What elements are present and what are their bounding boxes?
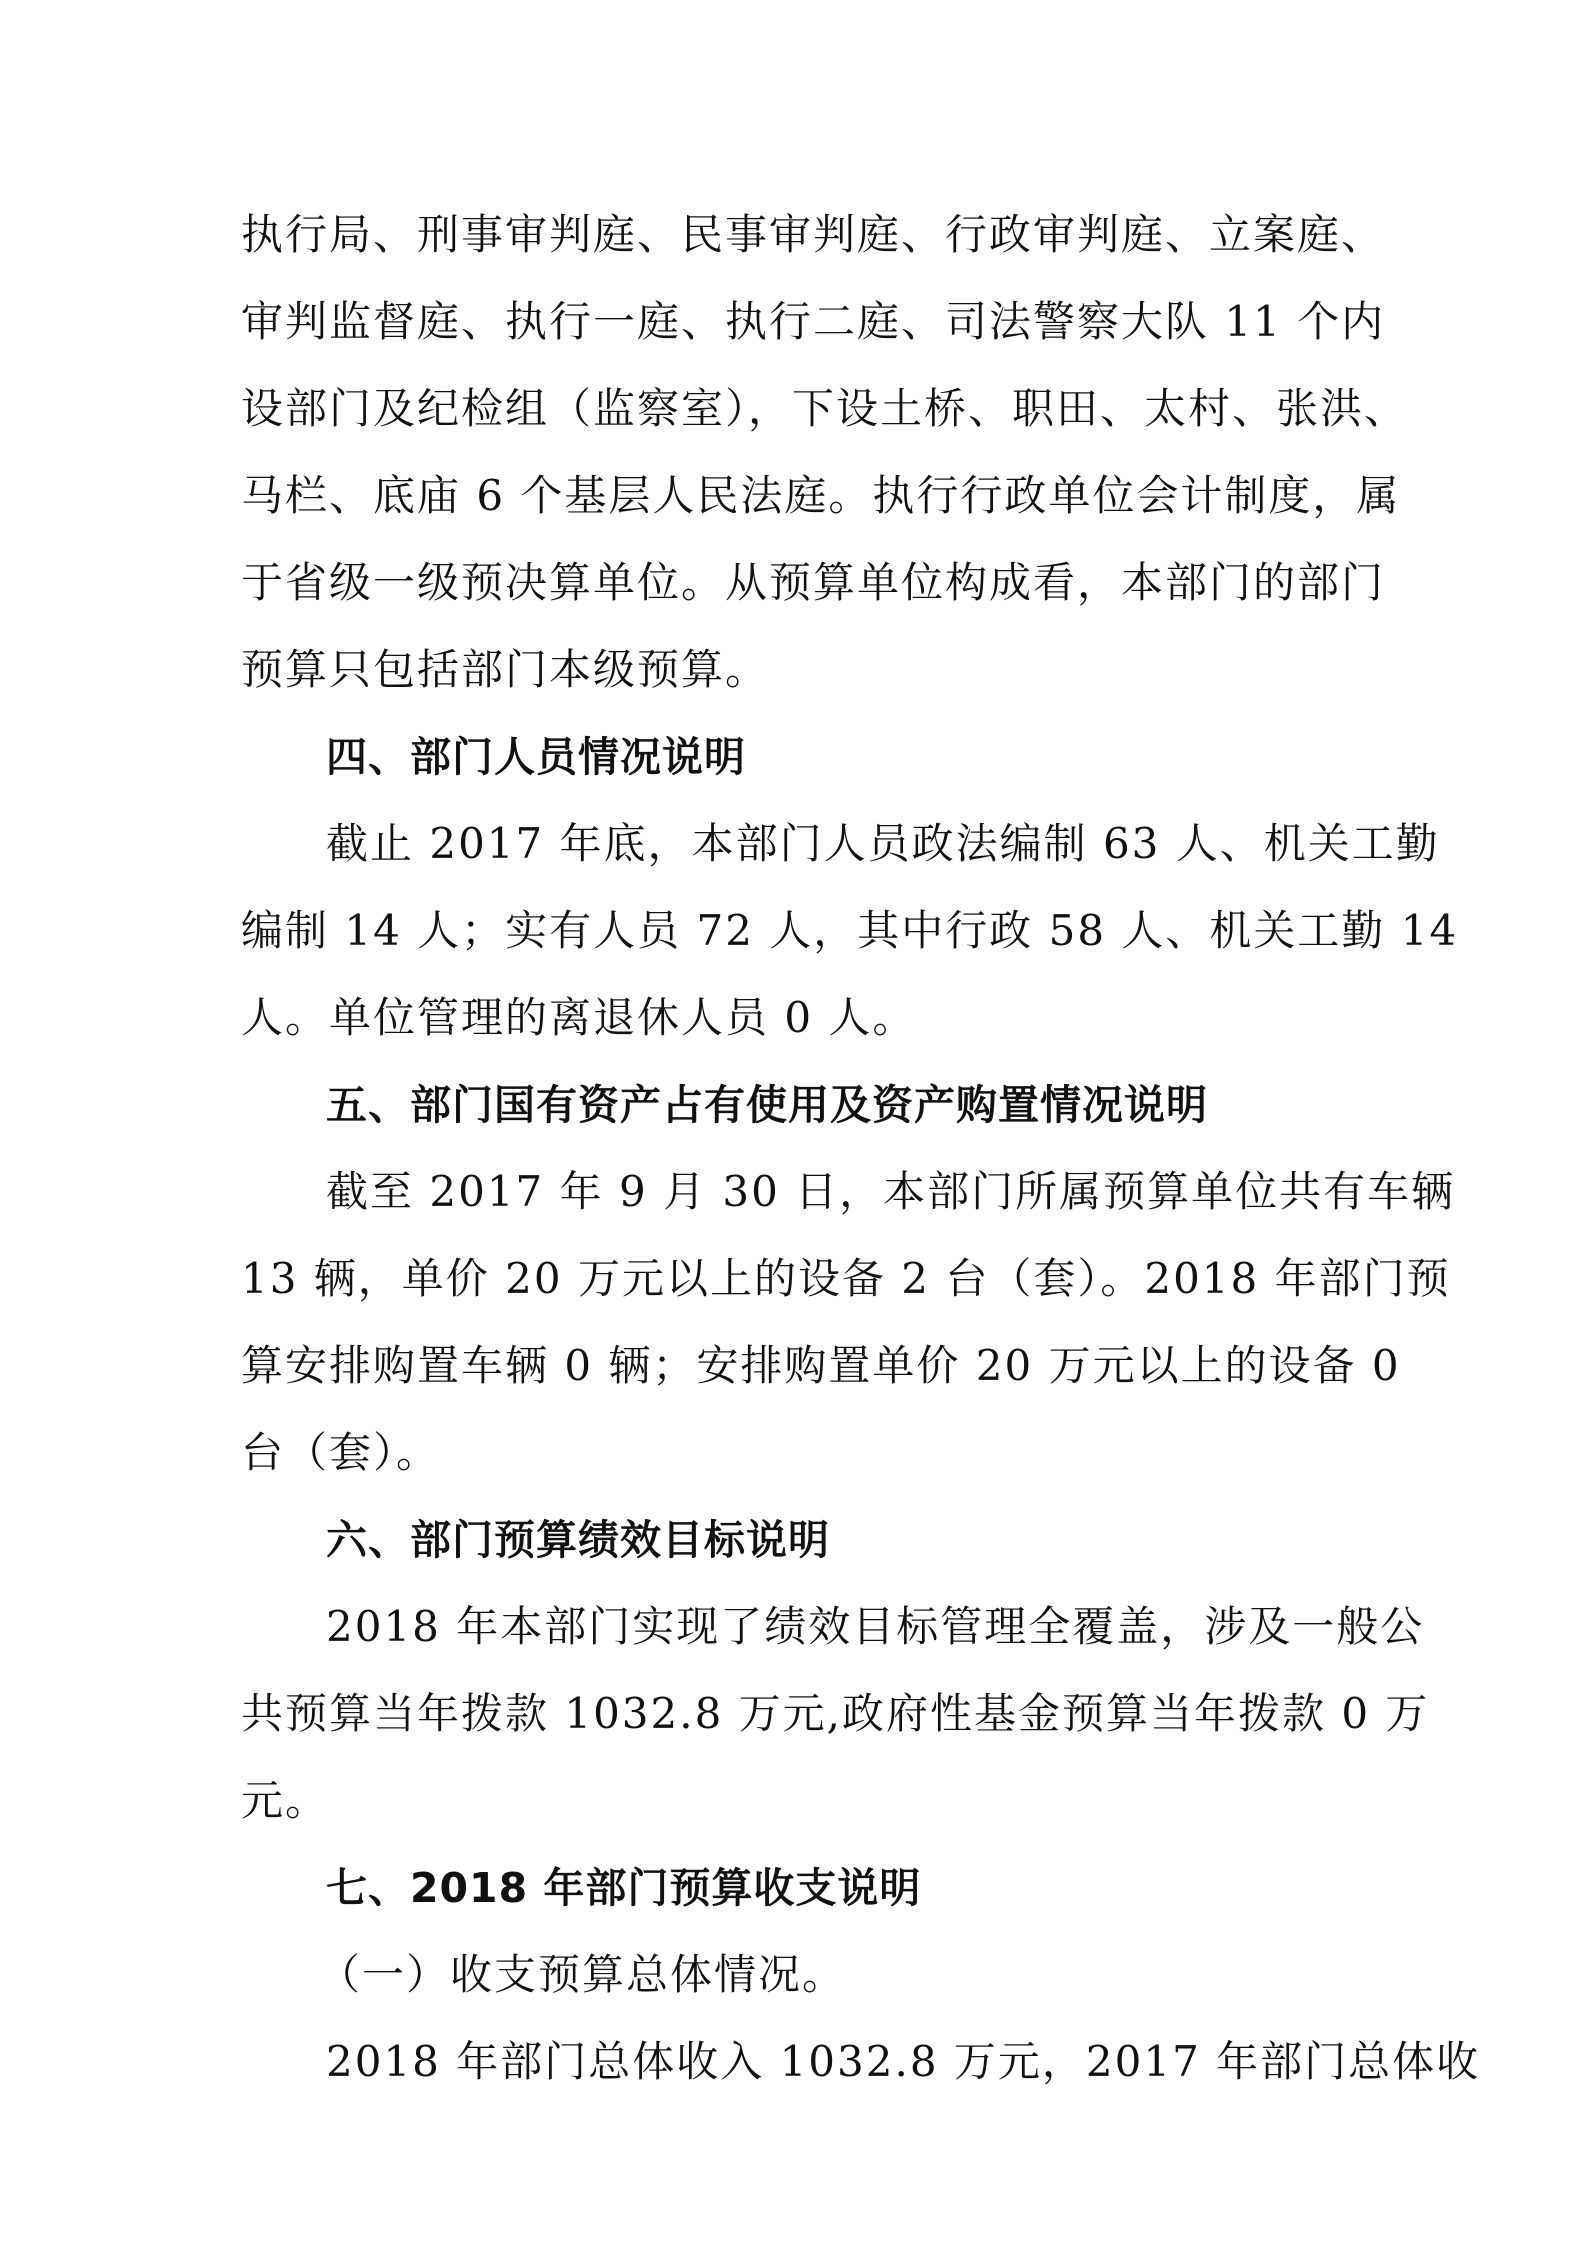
- section-heading-budget: 七、2018 年部门预算收支说明: [326, 1864, 922, 1912]
- paragraph-line: 于省级一级预决算单位。从预算单位构成看，本部门的部门: [241, 558, 1386, 607]
- paragraph-line: 执行局、刑事审判庭、民事审判庭、行政审判庭、立案庭、: [241, 210, 1386, 259]
- paragraph-line: 元。: [241, 1776, 330, 1825]
- paragraph-line: 2018 年部门总体收入 1032.8 万元，2017 年部门总体收: [326, 2037, 1481, 2086]
- section-heading-personnel: 四、部门人员情况说明: [326, 733, 746, 781]
- paragraph-line: 2018 年本部门实现了绩效目标管理全覆盖，涉及一般公: [326, 1602, 1425, 1651]
- paragraph-line: 13 辆，单价 20 万元以上的设备 2 台（套）。2018 年部门预: [241, 1254, 1451, 1303]
- section-heading-performance: 六、部门预算绩效目标说明: [326, 1516, 830, 1564]
- section-heading-assets: 五、部门国有资产占有使用及资产购置情况说明: [326, 1081, 1208, 1129]
- paragraph-line: 台（套）。: [241, 1428, 441, 1477]
- paragraph-line: 截止 2017 年底，本部门人员政法编制 63 人、机关工勤: [326, 819, 1440, 868]
- paragraph-line: 编制 14 人；实有人员 72 人，其中行政 58 人、机关工勤 14: [241, 906, 1459, 955]
- paragraph-line: 人。单位管理的离退休人员 0 人。: [241, 993, 917, 1042]
- paragraph-line: 截至 2017 年 9 月 30 日，本部门所属预算单位共有车辆: [326, 1167, 1456, 1216]
- paragraph-line: 预算只包括部门本级预算。: [241, 645, 770, 694]
- paragraph-line: 审判监督庭、执行一庭、执行二庭、司法警察大队 11 个内: [241, 297, 1386, 346]
- paragraph-line: 算安排购置车辆 0 辆；安排购置单价 20 万元以上的设备 0: [241, 1341, 1401, 1390]
- paragraph-line: 马栏、底庙 6 个基层人民法庭。执行行政单位会计制度，属: [241, 471, 1401, 520]
- paragraph-line: 设部门及纪检组（监察室），下设土桥、职田、太村、张洪、: [241, 384, 1409, 433]
- paragraph-line: 共预算当年拨款 1032.8 万元,政府性基金预算当年拨款 0 万: [241, 1689, 1430, 1738]
- subsection-heading: （一）收支预算总体情况。: [318, 1950, 847, 1999]
